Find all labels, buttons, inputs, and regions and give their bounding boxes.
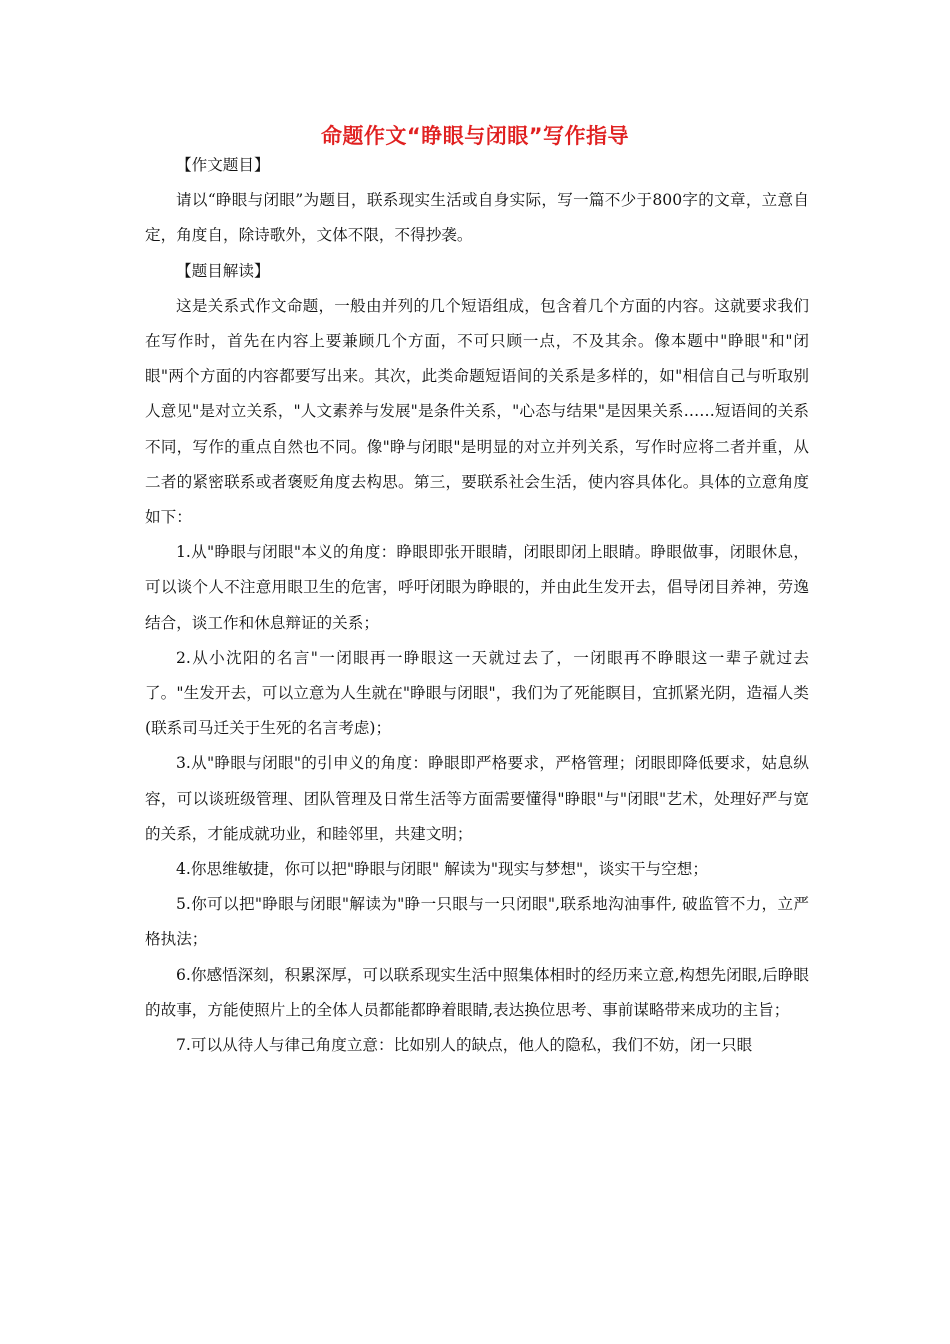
paragraph-point-5: 5.你可以把"睁眼与闭眼"解读为"睁一只眼与一只闭眼",联系地沟油事件, 破监管不力，立严格执法；	[145, 895, 809, 949]
section-heading-analysis: 【题目解读】	[176, 261, 270, 280]
paragraph-point-1: 1.从"睁眼与闭眼"本义的角度：睁眼即张开眼睛，闭眼即闭上眼睛。睁眼做事，闭眼休息，可以谈个人不注意用眼卫生的危害，呼吁闭眼为睁眼的，并由此生发开去，倡导闭目养神，劳逸结合，谈工作和休息辩证的关系；	[145, 543, 809, 632]
section-heading-topic: 【作文题目】	[176, 156, 270, 174]
paragraph-point-6: 6.你感悟深刻，积累深厚，可以联系现实生活中照集体相时的经历来立意,构想先闭眼,后睁眼的故事，方能使照片上的全体人员都能都睁着眼睛,表达换位思考、事前谋略带来成功的主旨；	[145, 965, 809, 1019]
document-body	[145, 148, 809, 1063]
paragraph-point-3: 3.从"睁眼与闭眼"的引申义的角度：睁眼即严格要求，严格管理；闭眼即降低要求，姑息纵容，可以谈班级管理、团队管理及日常生活等方面需要懂得"睁眼"与"闭眼"艺术，处理好严与宽的关系，才能成就功业，和睦邻里，共建文明；	[145, 754, 809, 843]
paragraph-topic: 请以“睁眼与闭眼”为题目，联系现实生活或自身实际，写一篇不少于800字的文章，立意自定，角度自，除诗歌外，文体不限，不得抄袭。	[145, 191, 809, 245]
paragraph-point-7: 7.可以从待人与律己角度立意：比如别人的缺点，他人的隐私，我们不妨，闭一只眼	[176, 1036, 753, 1055]
document-title: 命题作文“睁眼与闭眼”写作指导	[320, 124, 630, 148]
paragraph-point-4: 4.你思维敏捷，你可以把"睁眼与闭眼" 解读为"现实与梦想"，谈实干与空想；	[176, 860, 708, 879]
paragraph-analysis: 这是关系式作文命题，一般由并列的几个短语组成，包含着几个方面的内容。这就要求我们在写作时，首先在内容上要兼顾几个方面，不可只顾一点，不及其余。像本题中"睁眼"和"闭眼"两个方面的内容都要写出来。其次，此类命题短语间的关系是多样的，如"相信自己与听取别人意见"是对立关系，"人文素养与发展"是条件关系，"心态与结果"是因果关系……短语间的关系不同，写作的重点自然也不同。像"睁与闭眼"是明显的对立并列关系，写作时应将二者并重，从二者的紧密联系或者褒贬角度去构思。第三，要联系社会生活，使内容具体化。具体的立意角度如下：	[145, 296, 809, 527]
paragraph-point-2: 2.从小沈阳的名言"一闭眼再一睁眼这一天就过去了，一闭眼再不睁眼这一辈子就过去了。"生发开去，可以立意为人生就在"睁眼与闭眼"，我们为了死能瞑目，宜抓紧光阴，造福人类(联系司马迁关于生死的名言考虑)；	[145, 648, 809, 738]
